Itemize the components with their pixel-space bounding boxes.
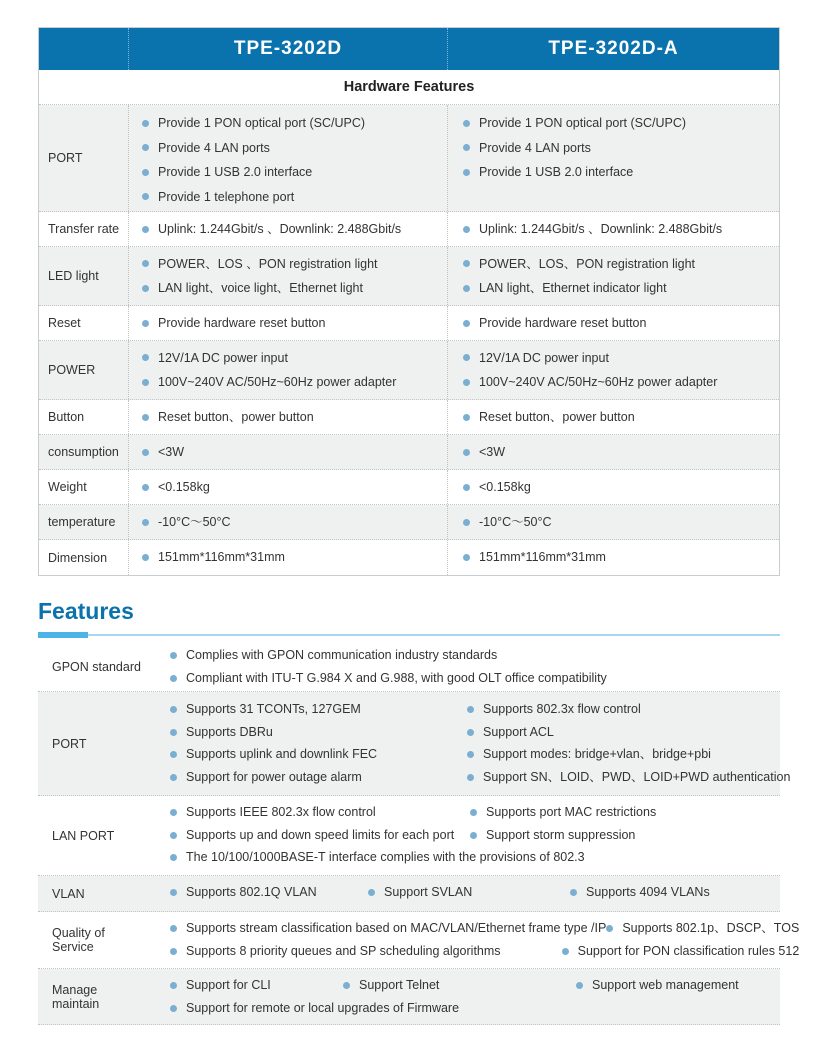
spec-value-a [129,540,448,575]
spec-row [39,435,779,470]
spec-row [39,400,779,435]
spec-item: LAN light、voice light、Ethernet light [158,281,363,295]
feature-row-gpon [38,643,780,692]
bullet-icon [170,854,177,861]
feature-item: Support for remote or local upgrades of Firmware [186,1000,460,1015]
bullet-icon [463,169,470,176]
feature-label: PORT [52,736,87,751]
bullet-icon [463,379,470,386]
spec-value-a [129,505,448,539]
spec-item: -10°C～50°C [479,514,552,529]
bullet-icon [562,948,569,955]
bullet-icon [463,285,470,292]
bullet-icon [170,706,177,713]
spec-item: POWER、LOS、PON registration light [479,256,696,271]
bullet-icon [470,809,477,816]
spec-value-b [448,247,779,305]
header-empty-cell [39,28,129,70]
spec-value-b [448,400,779,434]
spec-row [39,306,779,341]
spec-item: Provide 1 telephone port [158,189,295,204]
bullet-icon [142,379,149,386]
spec-value-a [129,470,448,504]
bullet-icon [170,925,177,932]
spec-item: Provide 4 LAN ports [158,140,270,155]
bullet-icon [142,120,149,127]
bullet-icon [463,226,470,233]
spec-item: <0.158kg [479,479,531,494]
bullet-icon [142,193,149,200]
feature-label: GPON standard [52,660,141,674]
bullet-icon [142,554,149,561]
spec-label: Transfer rate [39,212,129,246]
bullet-icon [170,1005,177,1012]
bullet-icon [463,354,470,361]
bullet-icon [463,260,470,267]
spec-value-a [129,105,448,211]
spec-label: Dimension [39,540,129,575]
spec-item: -10°C～50°C [158,514,231,529]
spec-item: <0.158kg [158,479,210,494]
model-name-a: TPE-3202D [129,28,448,70]
heading-underline-accent [38,632,88,638]
feature-item: Support web management [592,978,739,992]
bullet-icon [368,889,375,896]
spec-item: Provide 4 LAN ports [479,140,591,155]
bullet-icon [170,729,177,736]
feature-item: Supports IEEE 802.3x flow control [186,805,376,819]
spec-item: Provide hardware reset button [479,315,647,330]
spec-value-b [448,470,779,504]
feature-item: Supports DBRu [186,724,273,739]
spec-item: 151mm*116mm*31mm [479,550,606,565]
spec-row [39,505,779,540]
bullet-icon [142,484,149,491]
feature-item: Support for power outage alarm [186,770,362,785]
feature-item: Support storm suppression [486,827,636,842]
feature-label: LAN PORT [52,828,115,843]
feature-item: Supports uplink and downlink FEC [186,747,378,762]
feature-label-line2: maintain [52,996,100,1011]
spec-item: <3W [479,444,506,459]
bullet-icon [463,449,470,456]
bullet-icon [170,889,177,896]
spec-value-b [448,212,779,246]
spec-item: 12V/1A DC power input [158,350,288,365]
feature-label-line2: Service [52,940,94,954]
feature-item: Supports 4094 VLANs [586,885,710,899]
feature-row-manage [38,969,780,1025]
bullet-icon [463,320,470,327]
bullet-icon [142,354,149,361]
feature-item: Supports 31 TCONTs, 127GEM [186,702,361,716]
spec-item: <3W [158,444,185,459]
spec-row [39,105,779,212]
bullet-icon [170,675,177,682]
heading-underline [38,634,780,636]
spec-value-b [448,540,779,575]
spec-label: POWER [39,341,129,399]
spec-item: Provide 1 PON optical port (SC/UPC) [479,116,687,130]
feature-row-qos [38,912,800,969]
bullet-icon [142,320,149,327]
spec-value-a [129,435,448,469]
bullet-icon [463,414,470,421]
bullet-icon [576,982,583,989]
feature-item: Complies with GPON communication industry standards [186,648,498,662]
bullet-icon [142,449,149,456]
bullet-icon [170,948,177,955]
bullet-icon [142,144,149,151]
spec-label: Weight [39,470,129,504]
feature-item: Supports up and down speed limits for each port [186,827,455,842]
bullet-icon [142,260,149,267]
feature-item: Support ACL [483,724,554,739]
bullet-icon [463,120,470,127]
bullet-icon [463,519,470,526]
feature-item: The 10/100/1000BASE-T interface complies with the provisions of 802.3 [186,850,585,865]
model-header-row [39,28,779,70]
features-heading: Features [38,598,134,624]
feature-item: Support SN、LOID、PWD、LOID+PWD authentication [483,770,791,785]
feature-row-vlan [38,876,780,912]
bullet-icon [142,519,149,526]
spec-value-b [448,435,779,469]
feature-item: Support modes: bridge+vlan、bridge+pbi [483,747,711,762]
bullet-icon [170,652,177,659]
bullet-icon [470,832,477,839]
hardware-spec-table [38,27,780,576]
spec-label: Reset [39,306,129,340]
bullet-icon [467,774,474,781]
spec-item: LAN light、Ethernet indicator light [479,281,667,295]
spec-value-b [448,341,779,399]
feature-item: Supports stream classification based on MAC/VLAN/Ethernet frame type /IP [186,921,607,935]
bullet-icon [463,144,470,151]
bullet-icon [170,751,177,758]
spec-row [39,247,779,306]
bullet-icon [142,169,149,176]
feature-item: Support for CLI [186,978,271,992]
feature-item: Supports 802.3x flow control [483,702,641,716]
spec-value-b [448,505,779,539]
feature-item: Support Telnet [359,978,440,992]
spec-value-a [129,306,448,340]
spec-row [39,212,779,247]
bullet-icon [142,285,149,292]
section-title-hardware: Hardware Features [39,70,779,105]
spec-label: LED light [39,247,129,305]
spec-item: Provide 1 USB 2.0 interface [479,165,634,179]
spec-row [39,341,779,400]
bullet-icon [463,554,470,561]
spec-row [39,470,779,505]
spec-item: Provide 1 PON optical port (SC/UPC) [158,116,366,130]
feature-item: Supports 802.1p、DSCP、TOS [622,921,800,935]
spec-row [39,540,779,575]
spec-value-a [129,341,448,399]
feature-item: Supports 8 priority queues and SP scheduling algorithms [186,943,501,958]
bullet-icon [570,889,577,896]
spec-item: Reset button、power button [158,409,314,424]
bullet-icon [170,809,177,816]
feature-item: Compliant with ITU-T G.984 X and G.988, with good OLT office compatibility [186,670,607,685]
spec-label: consumption [39,435,129,469]
features-table [38,643,800,1025]
bullet-icon [170,774,177,781]
spec-label: PORT [39,105,129,211]
bullet-icon [606,925,613,932]
bullet-icon [467,706,474,713]
feature-row-lan-port [38,796,780,876]
model-name-b: TPE-3202D-A [548,38,679,59]
feature-item: Supports 802.1Q VLAN [186,885,317,899]
bullet-icon [343,982,350,989]
feature-row-port [38,692,791,796]
feature-label: VLAN [52,886,85,901]
bullet-icon [170,982,177,989]
spec-item: 151mm*116mm*31mm [158,550,285,565]
spec-item: Uplink: 1.244Gbit/s 、Downlink: 2.488Gbit/s [158,221,402,236]
spec-item: Uplink: 1.244Gbit/s 、Downlink: 2.488Gbit/s [479,221,723,236]
feature-label-line1: Quality of [52,926,105,940]
bullet-icon [142,226,149,233]
spec-item: Provide 1 USB 2.0 interface [158,165,313,179]
feature-item: Support for PON classification rules 512 [577,943,800,958]
feature-label-line1: Manage [52,982,98,997]
spec-item: Provide hardware reset button [158,315,326,330]
bullet-icon [142,414,149,421]
spec-label: temperature [39,505,129,539]
spec-item: 100V~240V AC/50Hz~60Hz power adapter [479,375,718,389]
spec-label: Button [39,400,129,434]
spec-value-b [448,105,779,211]
feature-item: Support SVLAN [384,885,473,899]
bullet-icon [170,832,177,839]
spec-value-a [129,400,448,434]
spec-item: Reset button、power button [479,409,635,424]
spec-value-a [129,247,448,305]
bullet-icon [467,751,474,758]
bullet-icon [463,484,470,491]
bullet-icon [467,729,474,736]
feature-item: Supports port MAC restrictions [486,805,657,819]
spec-value-a [129,212,448,246]
spec-item: POWER、LOS 、PON registration light [158,256,378,271]
spec-item: 12V/1A DC power input [479,350,609,365]
spec-value-b [448,306,779,340]
spec-item: 100V~240V AC/50Hz~60Hz power adapter [158,375,397,389]
